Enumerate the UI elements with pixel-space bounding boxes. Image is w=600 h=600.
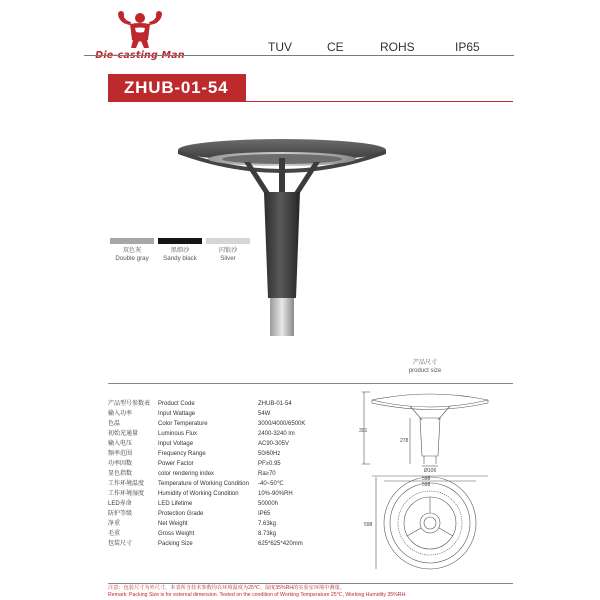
spec-label-cn: 输入电压 [108, 441, 133, 447]
spec-value: PF≥0.95 [258, 461, 281, 467]
swatch-label-en: Sandy black [163, 255, 197, 262]
spec-label-en: Luminous Flux [158, 431, 198, 437]
cert-ip65: IP65 [455, 40, 480, 54]
spec-row [108, 530, 358, 538]
spec-label-cn: 产品型号参数表 [108, 401, 151, 407]
spec-label-en: Protection Grade [158, 511, 204, 517]
spec-label-cn: 工作环境湿度 [108, 491, 145, 497]
model-divider [108, 101, 513, 102]
swatch-label-en: Double gray [115, 255, 149, 262]
spec-row [108, 540, 358, 548]
spec-row [108, 510, 358, 518]
spec-value: 10%-90%RH [258, 491, 293, 497]
spec-label-en: Humidity of Working Condition [158, 491, 239, 497]
spec-label-en: Packing Size [158, 541, 193, 547]
spec-value: 7.63kg [258, 521, 277, 527]
spec-label-cn: 防护等级 [108, 511, 133, 517]
spec-row [108, 410, 358, 418]
color-swatch-double-gray [110, 238, 154, 244]
spec-label-cn: 工作环境温度 [108, 481, 145, 487]
spec-row [108, 450, 358, 458]
spec-divider-bottom [108, 583, 513, 584]
spec-row [108, 420, 358, 428]
spec-label-en: Temperature of Working Condition [158, 481, 249, 487]
spec-value: 50/60Hz [258, 451, 281, 457]
lamp-product-image [170, 130, 420, 340]
spec-row [108, 490, 358, 498]
swatch-label-en: Silver [220, 255, 236, 262]
color-swatch-silver [206, 238, 250, 244]
spec-label-cn: 毛重 [108, 531, 121, 537]
spec-row [108, 400, 358, 408]
spec-row [108, 480, 358, 488]
spec-value: 3000/4000/6500K [258, 421, 306, 427]
spec-value: Ra≥70 [258, 471, 276, 477]
dim-height: 391 [359, 428, 368, 434]
spec-row [108, 500, 358, 508]
model-title: ZHUB-01-54 [108, 74, 246, 102]
spec-label-en: Color Temperature [158, 421, 208, 427]
spec-label-en: Product Code [158, 401, 195, 407]
spec-label-cn: 净重 [108, 521, 121, 527]
spec-label-en: Net Weight [158, 521, 188, 527]
spec-value: IP65 [258, 511, 271, 517]
spec-label-cn: 功率因数 [108, 461, 133, 467]
remark-en: Remark: Packing Size is for external dimension. Tested on the condition of Working Temperature 25℃, Working Humidity 35%RH. [108, 592, 407, 598]
header-divider [84, 55, 514, 56]
cert-rohs: ROHS [380, 40, 415, 54]
spec-row [108, 470, 358, 478]
spec-value: 50000h [258, 501, 279, 507]
swatch-label-cn: 闪银沙 [218, 247, 238, 254]
spec-value: 2400-3240 lm [258, 431, 295, 437]
dimension-drawing [360, 388, 510, 578]
spec-label-en: Input Wattage [158, 411, 196, 417]
spec-label-en: color rendering index [158, 471, 215, 477]
spec-label-cn: 包装尺寸 [108, 541, 133, 547]
spec-row [108, 460, 358, 468]
spec-row [108, 520, 358, 528]
spec-label-cn: LED寿命 [108, 501, 132, 507]
product-size-title-cn: 产品尺寸 [412, 360, 437, 366]
spec-label-en: Frequency Range [158, 451, 206, 457]
spec-divider-top [108, 383, 513, 384]
spec-label-en: Power Factor [158, 461, 194, 467]
spec-label-cn: 初始光通量 [108, 431, 139, 437]
spec-value: AC90-305V [258, 441, 290, 447]
dim-depth-top: 598 [364, 522, 373, 528]
spec-label-en: LED Lifetime [158, 501, 193, 507]
spec-value: ZHUB-01-54 [258, 401, 292, 407]
remark-cn: 注意：包装尺寸为外尺寸。本表所含技术参数均在环境温度为25℃、湿度35%RH的实验室环境中测量。 [108, 585, 345, 591]
cert-tuv: TUV [268, 40, 292, 54]
color-swatch-sandy-black [158, 238, 202, 244]
muscle-man-logo-icon [86, 10, 194, 54]
spec-value: 625*625*420mm [258, 541, 303, 547]
spec-row [108, 440, 358, 448]
swatch-label-cn: 双色灰 [122, 247, 142, 254]
spec-label-en: Input Voltage [158, 441, 194, 447]
dim-body-height: 278 [400, 438, 409, 444]
dim-width-side: 598 [422, 476, 431, 482]
spec-label-cn: 频率范围 [108, 451, 133, 457]
spec-value: 8.73kg [258, 531, 277, 537]
spec-row [108, 430, 358, 438]
spec-value: 54W [258, 411, 271, 417]
spec-value: -40~50℃ [258, 481, 284, 487]
spec-label-cn: 输入功率 [108, 411, 133, 417]
dim-width-top: 598 [422, 482, 431, 488]
cert-ce: CE [327, 40, 344, 54]
dim-pole-dia: Ø106 [424, 468, 437, 474]
product-size-title-en: product size [408, 368, 442, 374]
spec-label-cn: 显色指数 [108, 471, 133, 477]
spec-label-cn: 色温 [108, 421, 121, 427]
swatch-label-cn: 黑细沙 [170, 247, 190, 254]
spec-label-en: Gross Weight [158, 531, 195, 537]
